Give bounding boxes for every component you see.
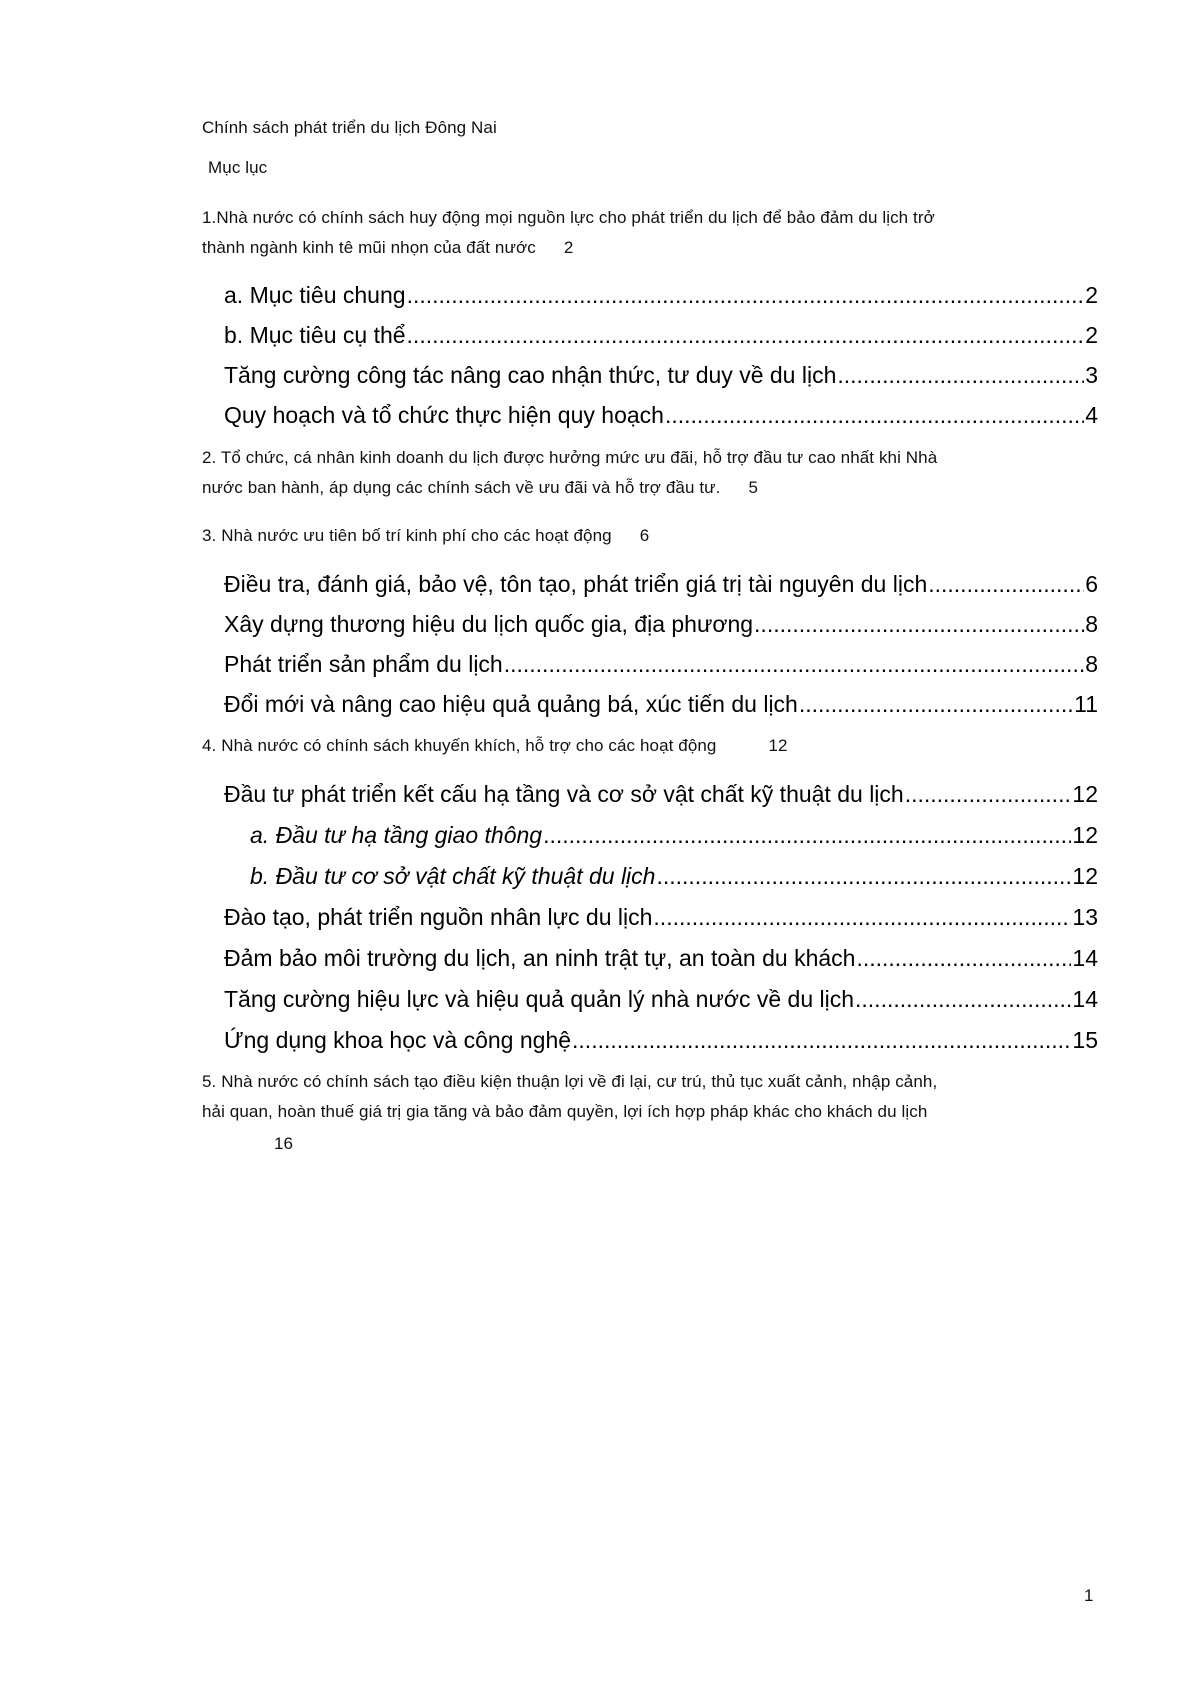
toc-section-2-page: 5	[748, 478, 759, 497]
toc-entry-text: Đầu tư phát triển kết cấu hạ tầng và cơ sở vật chất kỹ thuật du lịch	[224, 781, 904, 807]
toc-entry[interactable]	[224, 611, 1098, 638]
toc-subentry[interactable]	[250, 822, 1098, 849]
toc-section-4-page: 12	[768, 736, 788, 755]
toc-entry[interactable]	[224, 282, 1098, 309]
leader-dots	[656, 863, 1071, 890]
toc-entry-page: 3	[1085, 362, 1098, 388]
leader-dots	[928, 571, 1084, 598]
toc-entry-text: a. Đầu tư hạ tầng giao thông	[250, 822, 543, 848]
toc-entry[interactable]	[224, 362, 1098, 389]
toc-entry-page: 8	[1085, 611, 1098, 637]
toc-entry[interactable]	[224, 781, 1098, 808]
leader-dots	[837, 362, 1084, 389]
toc-section-3-text: 3. Nhà nước ưu tiên bố trí kinh phí cho các hoạt động	[202, 526, 612, 545]
toc-entry-text: Quy hoạch và tổ chức thực hiện quy hoạch	[224, 402, 664, 428]
leader-dots	[855, 986, 1071, 1013]
toc-section-1-line1[interactable]: 1.Nhà nước có chính sách huy động mọi nguồn lực cho phát triển du lịch để bảo đảm du lịch trở	[202, 208, 935, 227]
leader-dots	[543, 822, 1071, 849]
toc-section-2-line2[interactable]	[202, 478, 758, 498]
document-title: Chính sách phát triển du lịch Đông Nai	[202, 118, 497, 137]
toc-entry-page: 12	[1072, 863, 1098, 889]
toc-entry[interactable]	[224, 571, 1098, 598]
toc-section-1-line2[interactable]	[202, 238, 573, 258]
toc-entry-text: a. Mục tiêu chung	[224, 282, 406, 308]
toc-entry-text: Tăng cường công tác nâng cao nhận thức, tư duy về du lịch	[224, 362, 837, 388]
toc-section-4-text: 4. Nhà nước có chính sách khuyến khích, hỗ trợ cho các hoạt động	[202, 736, 717, 755]
page-number: 1	[1084, 1586, 1094, 1605]
toc-section-5-line1[interactable]: 5. Nhà nước có chính sách tạo điều kiện thuận lợi về đi lại, cư trú, thủ tục xuất cảnh, nhập cảnh,	[202, 1072, 938, 1091]
toc-entry-page: 12	[1072, 781, 1098, 807]
leader-dots	[504, 651, 1084, 678]
leader-dots	[905, 781, 1072, 808]
toc-section-4-line1[interactable]	[202, 736, 788, 756]
toc-section-5-page: 16	[274, 1134, 294, 1153]
leader-dots	[653, 904, 1071, 931]
leader-dots	[407, 282, 1085, 309]
toc-entry-page: 4	[1085, 402, 1098, 428]
toc-entry-page: 13	[1072, 904, 1098, 930]
leader-dots	[856, 945, 1071, 972]
toc-section-3-line1[interactable]	[202, 526, 649, 546]
toc-entry-text: Phát triển sản phẩm du lịch	[224, 651, 503, 677]
toc-section-2-text: nước ban hành, áp dụng các chính sách về ưu đãi và hỗ trợ đầu tư.	[202, 478, 721, 497]
toc-entry[interactable]	[224, 945, 1098, 972]
toc-entry[interactable]	[224, 904, 1098, 931]
toc-entry-text: b. Đầu tư cơ sở vật chất kỹ thuật du lịch	[250, 863, 656, 889]
toc-entry[interactable]	[224, 322, 1098, 349]
toc-entry-page: 15	[1072, 1027, 1098, 1053]
toc-section-1-text: thành ngành kinh tê mũi nhọn của đất nước	[202, 238, 536, 257]
toc-entry-page: 14	[1072, 986, 1098, 1012]
toc-entry-text: Đảm bảo môi trường du lịch, an ninh trật tự, an toàn du khách	[224, 945, 856, 971]
toc-entry[interactable]	[224, 691, 1098, 718]
toc-entry-text: Đào tạo, phát triển nguồn nhân lực du lịch	[224, 904, 653, 930]
toc-entry[interactable]	[224, 402, 1098, 429]
toc-entry-page: 2	[1085, 282, 1098, 308]
toc-entry-page: 12	[1072, 822, 1098, 848]
leader-dots	[754, 611, 1084, 638]
toc-entry-text: b. Mục tiêu cụ thể	[224, 322, 406, 348]
toc-entry-page: 14	[1072, 945, 1098, 971]
toc-entry[interactable]	[224, 651, 1098, 678]
toc-subentry[interactable]	[250, 863, 1098, 890]
leader-dots	[407, 322, 1085, 349]
toc-entry-page: 11	[1074, 691, 1098, 717]
toc-entry[interactable]	[224, 1027, 1098, 1054]
toc-entry-text: Ứng dụng khoa học và công nghệ	[224, 1027, 572, 1053]
leader-dots	[572, 1027, 1071, 1054]
toc-entry-text: Điều tra, đánh giá, bảo vệ, tôn tạo, phát triển giá trị tài nguyên du lịch	[224, 571, 928, 597]
toc-entry[interactable]	[224, 986, 1098, 1013]
toc-section-1-page: 2	[563, 238, 574, 257]
toc-entry-text: Xây dựng thương hiệu du lịch quốc gia, địa phương	[224, 611, 754, 637]
toc-heading: Mục lục	[208, 158, 268, 177]
toc-entry-page: 2	[1085, 322, 1098, 348]
toc-entry-page: 6	[1085, 571, 1098, 597]
toc-entry-page: 8	[1085, 651, 1098, 677]
toc-section-3-page: 6	[639, 526, 650, 545]
toc-entry-text: Đổi mới và nâng cao hiệu quả quảng bá, xúc tiến du lịch	[224, 691, 798, 717]
leader-dots	[665, 402, 1084, 429]
leader-dots	[799, 691, 1073, 718]
toc-section-5-line2[interactable]: hải quan, hoàn thuế giá trị gia tăng và bảo đảm quyền, lợi ích hợp pháp khác cho khách du lịch	[202, 1102, 928, 1121]
toc-entry-text: Tăng cường hiệu lực và hiệu quả quản lý nhà nước về du lịch	[224, 986, 855, 1012]
toc-section-2-line1[interactable]: 2. Tổ chức, cá nhân kinh doanh du lịch được hưởng mức ưu đãi, hỗ trợ đầu tư cao nhất khi Nhà	[202, 448, 938, 467]
